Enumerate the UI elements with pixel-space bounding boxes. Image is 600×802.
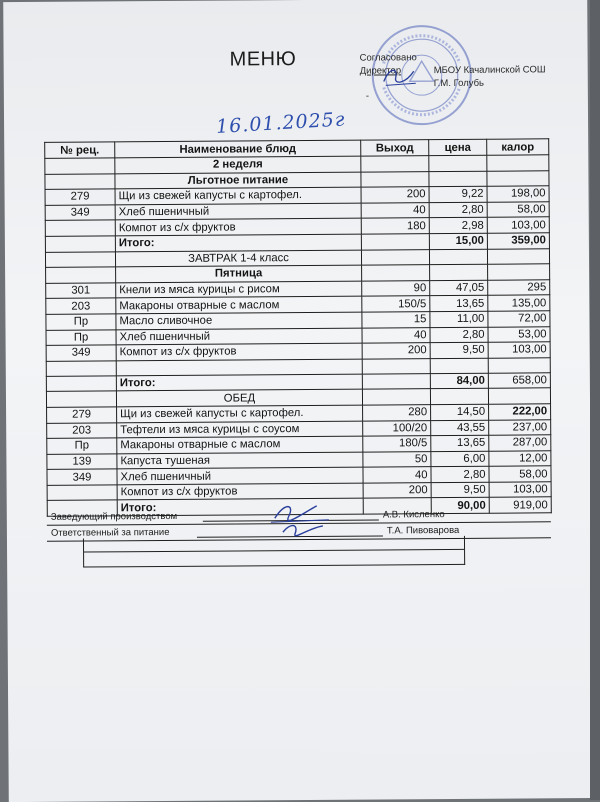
dish-calories: 222,00 — [489, 404, 551, 420]
section-empty-cell — [488, 264, 550, 280]
empty-cell — [488, 358, 550, 373]
approval-dash: - — [365, 90, 370, 102]
week-label: 2 неделя — [115, 156, 361, 173]
responsible-label: Ответственный за питание — [50, 526, 170, 539]
section-empty-cell — [488, 388, 550, 404]
header-output: Выход — [361, 140, 429, 156]
dish-calories: 58,00 — [487, 202, 549, 218]
empty-cell — [46, 361, 116, 376]
total-label: Итого: — [116, 374, 362, 391]
dish-price: 11,00 — [430, 311, 488, 327]
dish-output: 180 — [361, 218, 429, 234]
total-empty-cell — [362, 373, 430, 389]
dish-output: 280 — [363, 405, 431, 421]
section-empty-cell — [429, 249, 487, 265]
dish-name: Тефтели из мяса курицы с соусом — [117, 421, 363, 438]
section-empty-cell — [45, 251, 115, 267]
section-empty-cell — [430, 264, 488, 280]
dish-output: 40 — [361, 202, 429, 218]
recipe-number — [45, 220, 115, 236]
dish-output: 200 — [362, 343, 430, 359]
dish-name: Капуста тушеная — [117, 452, 363, 469]
recipe-number: 301 — [46, 283, 116, 299]
header-price: цена — [429, 139, 487, 155]
dish-price: 2,98 — [429, 218, 487, 234]
recipe-number: 279 — [45, 189, 115, 205]
section-empty-cell — [487, 248, 549, 264]
dish-calories: 295 — [488, 280, 550, 296]
dish-price: 14,50 — [431, 404, 489, 420]
empty-cell — [430, 358, 488, 373]
recipe-number: 203 — [46, 298, 116, 314]
dish-output: 100/20 — [363, 420, 431, 436]
recipe-number: Пр — [46, 329, 116, 345]
total-calories: 919,00 — [489, 497, 551, 513]
dish-price: 43,55 — [431, 420, 489, 436]
menu-sheet — [3, 0, 593, 802]
dish-output: 50 — [363, 451, 431, 467]
menu-table — [44, 138, 552, 517]
total-price: 90,00 — [431, 498, 489, 514]
dish-name: Кнели из мяса курицы с рисом — [116, 281, 362, 298]
total-empty-cell — [45, 236, 115, 252]
dish-price: 6,00 — [431, 451, 489, 467]
recipe-number: 279 — [47, 407, 117, 423]
approval-director-name: Г.М. Голубь — [433, 77, 485, 90]
dish-name: Щи из свежей капусты с картофел. — [117, 405, 363, 422]
recipe-number: 349 — [45, 205, 115, 221]
approval-role: Директор — [359, 65, 402, 77]
approval-heading: Согласовано — [359, 52, 417, 64]
director-signature — [380, 61, 420, 91]
recipe-number: Пр — [46, 314, 116, 330]
section-empty-cell — [46, 267, 116, 283]
dish-calories: 287,00 — [489, 435, 551, 451]
dish-calories: 58,00 — [489, 466, 551, 482]
dish-calories: 103,00 — [487, 217, 549, 233]
dish-output: 200 — [363, 483, 431, 499]
dish-price: 2,80 — [431, 467, 489, 483]
recipe-number: 139 — [47, 454, 117, 470]
dish-name: Масло сливочное — [116, 312, 362, 329]
dish-price: 13,65 — [431, 435, 489, 451]
dish-calories: 72,00 — [488, 311, 550, 327]
dish-name: Хлеб пшеничный — [115, 203, 361, 220]
dish-name: Щи из свежей капусты с картофел. — [115, 187, 361, 204]
section-empty-cell — [362, 389, 430, 405]
dish-output: 200 — [361, 187, 429, 203]
dish-price: 9,22 — [429, 186, 487, 202]
section-empty-cell — [361, 249, 429, 265]
header-recipe-no: № рец. — [45, 142, 115, 158]
dish-output: 150/5 — [362, 296, 430, 312]
total-price: 84,00 — [430, 373, 488, 389]
dish-name: Макароны отварные с маслом — [117, 436, 363, 453]
dish-name: Хлеб пшеничный — [117, 467, 363, 484]
empty-cell — [116, 359, 362, 376]
dish-output: 90 — [362, 280, 430, 296]
dish-output: 180/5 — [363, 436, 431, 452]
total-calories: 658,00 — [488, 373, 550, 389]
section-empty-cell — [362, 265, 430, 281]
producer-label: Заведующий производством — [50, 510, 178, 523]
dish-name: Компот из с/х фруктов — [115, 218, 361, 235]
day-label: Пятница — [116, 265, 362, 282]
total-calories: 359,00 — [487, 233, 549, 249]
dish-price: 9,50 — [431, 482, 489, 498]
recipe-number: 203 — [47, 422, 117, 438]
document-title: МЕНЮ — [229, 48, 297, 71]
empty-cell — [362, 358, 430, 373]
section-benefit-meals: Льготное питание — [115, 172, 361, 189]
section-breakfast: ЗАВТРАК 1-4 класс — [115, 250, 361, 267]
dish-calories: 198,00 — [487, 186, 549, 202]
dish-calories: 103,00 — [488, 342, 550, 358]
dish-name: Компот из с/х фруктов — [117, 483, 363, 500]
dish-price: 2,80 — [430, 327, 488, 343]
total-label: Итого: — [115, 234, 361, 251]
total-label: Итого: — [117, 499, 363, 516]
recipe-number: 349 — [46, 345, 116, 361]
producer-signature — [265, 498, 335, 544]
section-lunch: ОБЕД — [116, 389, 362, 406]
recipe-number: Пр — [47, 438, 117, 454]
dish-calories: 103,00 — [489, 482, 551, 498]
dish-price: 9,50 — [430, 342, 488, 358]
recipe-number — [47, 485, 117, 501]
background-edge — [590, 0, 600, 800]
menu-date: 16.01.2025г — [215, 108, 346, 138]
dish-output: 15 — [362, 312, 430, 328]
producer-name: А.В. Кисленко — [382, 509, 445, 521]
header-calories: калор — [487, 139, 549, 155]
dish-name: Хлеб пшеничный — [116, 328, 362, 345]
dish-price: 13,65 — [430, 296, 488, 312]
total-empty-cell — [361, 234, 429, 250]
responsible-name: Т.А. Пивоварова — [386, 524, 460, 537]
total-price: 15,00 — [429, 233, 487, 249]
recipe-number: 349 — [47, 469, 117, 485]
dish-calories: 135,00 — [488, 295, 550, 311]
section-empty-cell — [46, 391, 116, 407]
dish-output: 40 — [362, 327, 430, 343]
dish-name: Компот из с/х фруктов — [116, 343, 362, 360]
header-dish-name: Наименование блюд — [115, 140, 361, 158]
approval-org: МБОУ Качалинской СОШ — [433, 64, 546, 77]
total-empty-cell — [46, 376, 116, 392]
dish-price: 2,80 — [429, 202, 487, 218]
dish-calories: 237,00 — [489, 419, 551, 435]
dish-name: Макароны отварные с маслом — [116, 296, 362, 313]
dish-calories: 53,00 — [488, 326, 550, 342]
dish-calories: 12,00 — [489, 450, 551, 466]
dish-output: 40 — [363, 467, 431, 483]
section-empty-cell — [430, 389, 488, 405]
dish-price: 47,05 — [430, 280, 488, 296]
